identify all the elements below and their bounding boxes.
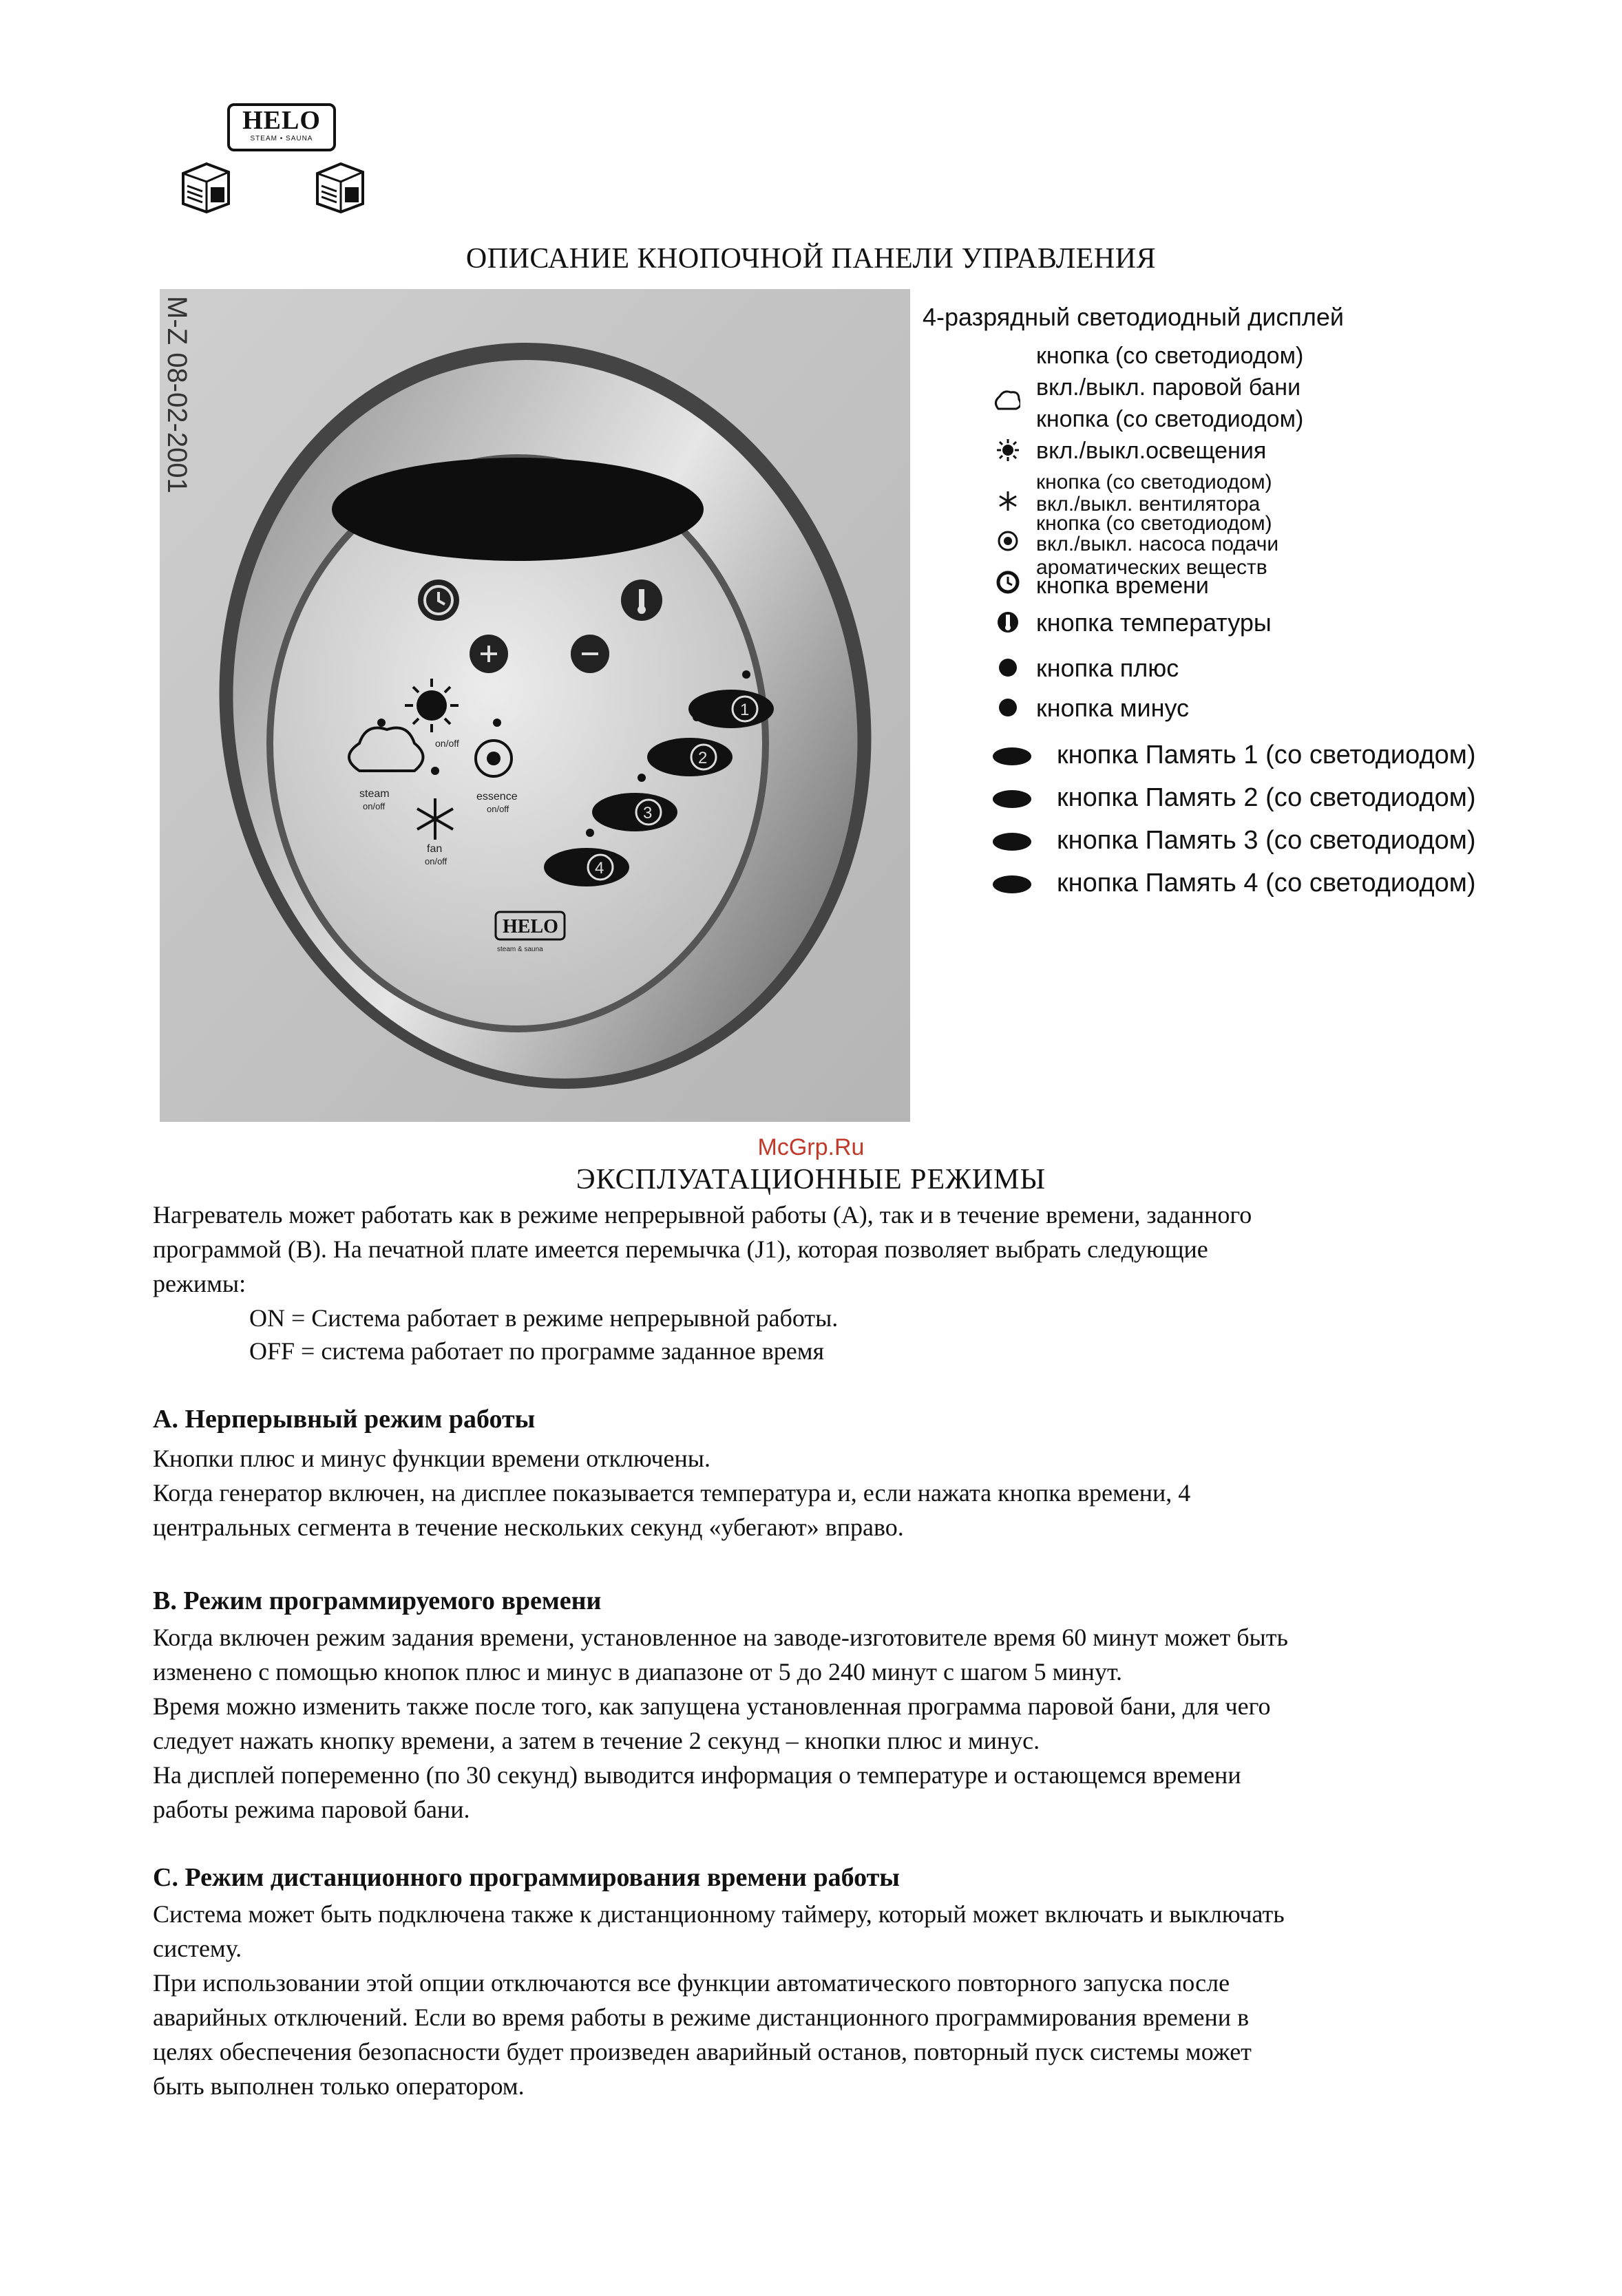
logo-subtitle: STEAM • SAUNA: [250, 135, 313, 142]
mode-on: ON = Система работает в режиме непрерывной работы.: [249, 1304, 839, 1332]
plus-icon: [997, 657, 1019, 679]
legend-pump-line2: вкл./выкл. насоса подачи: [1036, 533, 1279, 555]
text-line: систему.: [153, 1935, 242, 1962]
text-line: Система может быть подключена также к дистанционному таймеру, который может включать и выключать: [153, 1900, 1285, 1928]
legend-minus: кнопка минус: [1036, 694, 1190, 722]
sun-icon: [996, 438, 1020, 463]
text-line: центральных сегмента в течение нескольких секунд «убегают» вправо.: [153, 1513, 904, 1541]
legend-steam-line2: вкл./выкл. паровой бани: [1036, 374, 1301, 401]
header-logo: [179, 103, 386, 220]
legend-fan-line2: вкл./выкл. вентилятора: [1036, 493, 1261, 515]
panel-logo-sub: steam & sauna: [497, 946, 543, 953]
memory-3-label: 3: [643, 804, 653, 822]
essence-sublabel: on/off: [487, 804, 509, 814]
clock-icon: [996, 570, 1020, 595]
text-line: изменено с помощью кнопок плюс и минус в диапазоне от 5 до 240 минут с шагом 5 минут.: [153, 1658, 1122, 1686]
text-line: Время можно изменить также после того, как запущена установленная программа паровой бани, для чего: [153, 1692, 1271, 1720]
minus-icon: [997, 697, 1019, 719]
legend-steam-line1: кнопка (со светодиодом): [1036, 343, 1304, 369]
watermark: McGrp.Ru: [757, 1134, 865, 1160]
section-c-text: [153, 1897, 1502, 2103]
section-b-title: B. Режим программируемого времени: [153, 1586, 602, 1615]
panel-logo-text: HELO: [503, 916, 558, 937]
memory-2-icon: [991, 789, 1033, 809]
text-line: программой (В). На печатной плате имеется перемычка (J1), которая позволяет выбрать следующие: [153, 1235, 1208, 1263]
modes-title: ЭКСПЛУАТАЦИОННЫЕ РЕЖИМЫ: [576, 1164, 1046, 1195]
memory-4-icon: [991, 874, 1033, 895]
legend-memory-3: кнопка Память 3 (со светодиодом): [1057, 826, 1476, 855]
light-label: on/off: [435, 738, 459, 749]
button-legend: [923, 303, 1597, 922]
essence-icon: [997, 530, 1019, 552]
memory-1-button[interactable]: [688, 690, 774, 728]
section-a-text: [153, 1441, 1502, 1544]
legend-memory-4: кнопка Память 4 (со светодиодом): [1057, 869, 1476, 897]
fan-sublabel: on/off: [425, 856, 447, 867]
essence-label: essence: [476, 791, 518, 802]
modes-intro: [153, 1198, 1502, 1301]
text-line: аварийных отключений. Если во время работы в режиме дистанционного программирования времени в: [153, 2003, 1250, 2031]
legend-display: 4-разрядный светодиодный дисплей: [923, 303, 1344, 331]
thermometer-icon: [996, 610, 1020, 635]
steam-icon: [993, 388, 1020, 413]
logo-brand: HELO: [242, 106, 321, 135]
legend-memory-1: кнопка Память 1 (со светодиодом): [1057, 741, 1476, 769]
text-line: режимы:: [153, 1270, 246, 1297]
steam-generator-icon: [313, 158, 367, 213]
legend-memory-2: кнопка Память 2 (со светодиодом): [1057, 783, 1476, 812]
text-line: Когда генератор включен, на дисплее показывается температура и, если нажата кнопка времени, 4: [153, 1479, 1191, 1507]
section-b-text: [153, 1620, 1502, 1827]
memory-3-button[interactable]: [592, 793, 677, 831]
text-line: целях обеспечения безопасности будет произведен аварийный останов, повторный пуск системы может: [153, 2038, 1252, 2065]
text-line: На дисплей попеременно (по 30 секунд) выводится информация о температуре и остающемся времени: [153, 1761, 1241, 1789]
text-line: Нагреватель может работать как в режиме непрерывной работы (А), так и в течение времени, заданного: [153, 1201, 1252, 1229]
section-c-title: C. Режим дистанционного программирования времени работы: [153, 1863, 900, 1892]
text-line: Когда включен режим задания времени, установленное на заводе-изготовителе время 60 минут может быть: [153, 1624, 1288, 1651]
legend-pump-line1: кнопка (со светодиодом): [1036, 512, 1272, 535]
legend-time: кнопка времени: [1036, 573, 1209, 599]
text-line: работы режима паровой бани.: [153, 1796, 470, 1823]
page-title: ОПИСАНИЕ КНОПОЧНОЙ ПАНЕЛИ УПРАВЛЕНИЯ: [465, 243, 1157, 275]
legend-plus: кнопка плюс: [1036, 654, 1179, 682]
steam-sublabel: on/off: [363, 801, 386, 811]
fan-icon: [997, 490, 1019, 512]
control-panel-photo: [160, 289, 910, 1122]
legend-pump-line3: ароматических веществ: [1036, 556, 1267, 579]
text-line: Кнопки плюс и минус функции времени отключены.: [153, 1445, 710, 1472]
steam-label: steam: [359, 788, 390, 800]
legend-light-line2: вкл./выкл.освещения: [1036, 438, 1267, 464]
memory-4-label: 4: [595, 859, 604, 878]
led-display: [332, 458, 704, 561]
date-stamp-text: M-Z 08-02-2001: [162, 296, 192, 493]
light-button[interactable]: [417, 690, 447, 721]
memory-1-label: 1: [740, 701, 750, 719]
memory-4-button[interactable]: [544, 848, 629, 886]
memory-2-label: 2: [698, 749, 708, 767]
legend-temperature: кнопка температуры: [1036, 608, 1272, 637]
memory-3-icon: [991, 831, 1033, 852]
fan-label: fan: [427, 843, 443, 855]
helo-logo: [227, 103, 336, 151]
steam-generator-icon: [179, 158, 233, 213]
memory-2-button[interactable]: [647, 738, 733, 776]
section-a-title: A. Нерперывный режим работы: [153, 1405, 536, 1434]
memory-1-icon: [991, 746, 1033, 767]
date-stamp: [153, 289, 201, 537]
text-line: следует нажать кнопку времени, а затем в течение 2 секунд – кнопки плюс и минус.: [153, 1727, 1040, 1754]
legend-fan-line1: кнопка (со светодиодом): [1036, 471, 1272, 493]
mode-off: OFF = система работает по программе заданное время: [249, 1337, 825, 1365]
text-line: При использовании этой опции отключаются все функции автоматического повторного запуска после: [153, 1969, 1230, 1997]
legend-light-line1: кнопка (со светодиодом): [1036, 406, 1304, 432]
text-line: быть выполнен только оператором.: [153, 2072, 525, 2100]
